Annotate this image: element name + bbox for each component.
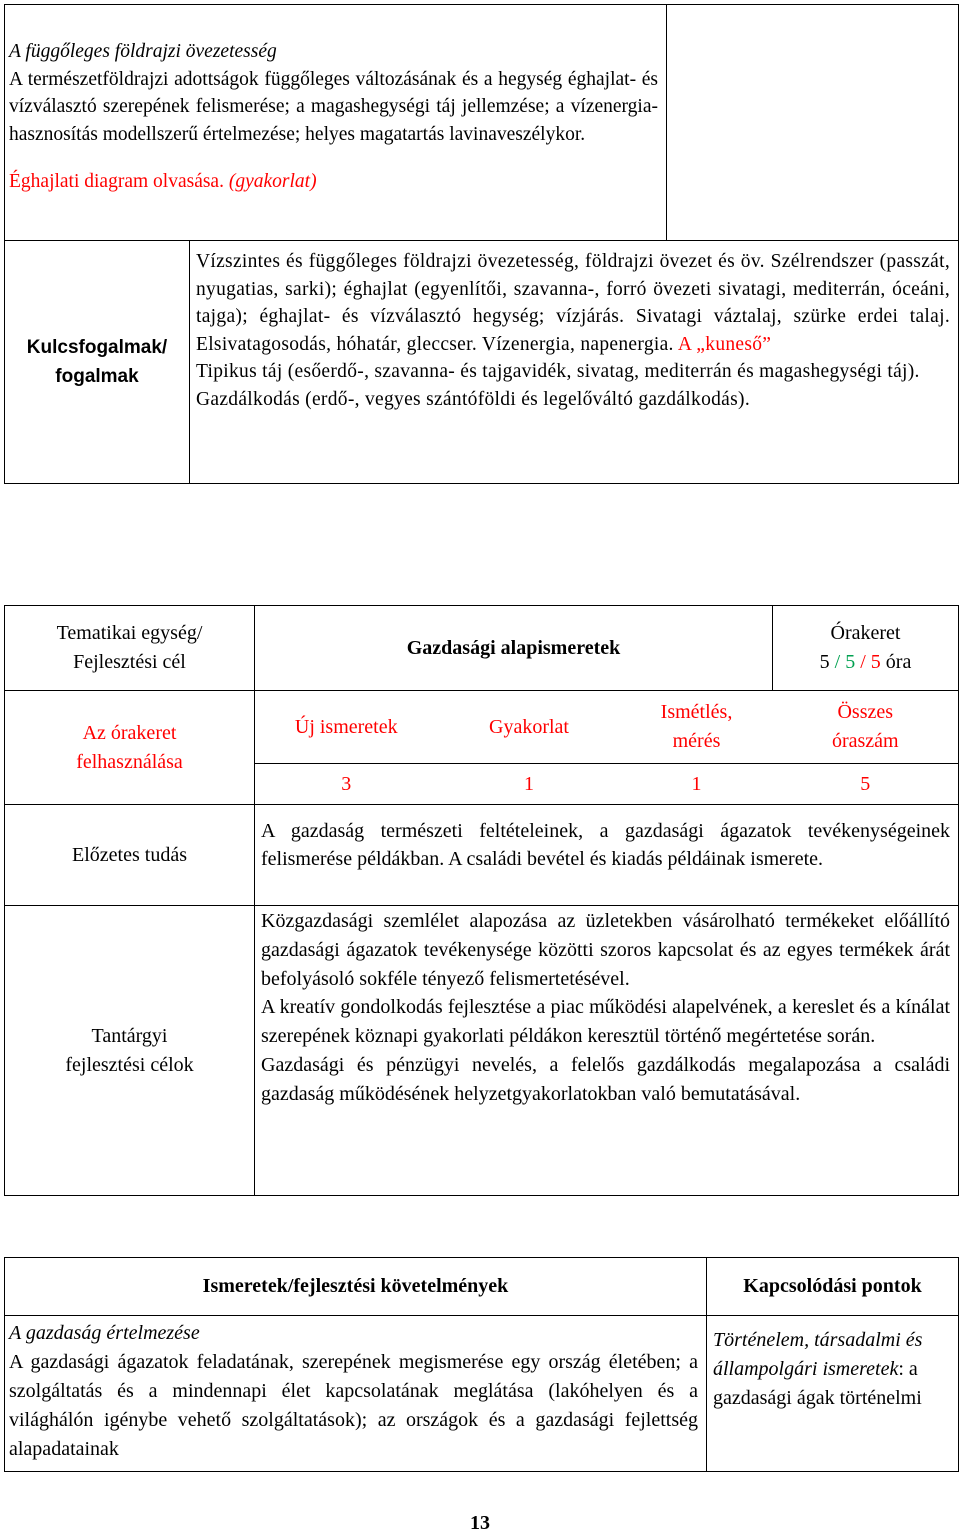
goals-paragraph-2: A kreatív gondolkodás fejlesztése a piac működési alapelvének, a kereslet és a kínálat szerepének köznapi gyakorlati példákon keresztül történő megértetése során. (261, 996, 951, 1048)
key-concepts-text (196, 248, 950, 358)
val-new: 3 (255, 764, 438, 805)
topic-description: A természetföldrajzi adottságok függőleges változásának és a hegység éghajlat- és vízválasztó szerepének felismerése; a magashegységi táj jellemzése; a vízenergia-hasznosítás modellszerű értelmezése; helyes magatartás lavinaveszélykor. (9, 68, 658, 145)
val-practice: 1 (438, 764, 621, 805)
diagram-line (9, 168, 658, 196)
diagram-note: (gyakorlat) (228, 171, 317, 192)
goals-text-cell (255, 906, 959, 1196)
col-practice: Gyakorlat (438, 691, 621, 764)
key-label-line-2: fogalmak (55, 366, 139, 387)
req-right-text: : a gazdasági ágak történelmi (713, 1358, 922, 1409)
hours-unit: óra (880, 651, 912, 673)
col-total-line-2: óraszám (831, 730, 899, 752)
usage-label-line-1: Az órakeret (82, 721, 177, 744)
hours-cell (773, 606, 959, 691)
goals-paragraph-3: Gazdasági és pénzügyi nevelés, a felelős gazdálkodás megalapozása a családi gazdaság működésének helyzetgyakorlatokban való bemutatásával. (261, 1053, 951, 1105)
hours-b: 5 (845, 651, 856, 673)
unit-label-line-2: Fejlesztési cél (73, 651, 186, 673)
page-number: 13 (470, 1512, 490, 1534)
typical-landscape: Tipikus táj (esőerdő-, szavanna- és tajgavidék, sivatag, mediterrán és magashegységi táj). (196, 361, 920, 382)
req-head-right: Kapcsolódási pontok (707, 1258, 959, 1316)
col-new: Új ismeretek (255, 691, 438, 764)
empty-cell (667, 5, 959, 241)
req-right-subject: Történelem, társadalmi és állampolgári ismeretek (713, 1329, 923, 1380)
val-review: 1 (621, 764, 773, 805)
hours-a: 5 (819, 651, 830, 673)
req-right-cell (707, 1316, 959, 1472)
hours-c: 5 (870, 651, 881, 673)
key-label-line-1: Kulcsfogalmak/ (26, 337, 168, 358)
unit-table (4, 605, 958, 1196)
col-total (773, 691, 959, 764)
key-concepts-main: Vízszintes és függőleges földrajzi övezetesség, földrajzi övezet és öv. Szélrendszer (passzát, nyugatias, sarki); éghajlat (egyenlítői, szavanna-, forró övezeti sivatagi, mediterrán, óceáni, tajga); éghajlat- és vízválasztó hegység; vízjárás. Sivatagi váztalaj, szürke erdei talaj. Elsivatagosodás, hóhatár, gleccser. Vízenergia, napenergia. (196, 251, 950, 355)
unit-label-line-1: Tematikai egység/ (56, 622, 203, 644)
key-concepts-red: A „kuneső” (677, 333, 772, 355)
topic-title: A függőleges földrajzi övezetesség (9, 41, 277, 62)
col-review-line-1: Ismétlés, (660, 701, 733, 723)
val-total: 5 (773, 764, 959, 805)
goals-paragraph-1: Közgazdasági szemlélet alapozása az üzletekben vásárolható termékeket előállító gazdasági ágazatok tevékenysége közötti szoros kapcsolat és az egyes termékek árát befolyásoló sokféle tényező felismertetésével. (261, 910, 951, 990)
goals-label-cell (5, 906, 255, 1196)
hours-label: Órakeret (830, 622, 901, 644)
col-review (621, 691, 773, 764)
top-table (4, 4, 958, 484)
req-head-left: Ismeretek/fejlesztési követelmények (5, 1258, 707, 1316)
prior-text: A gazdaság természeti feltételeinek, a gazdasági ágazatok tevékenységeinek felismerése példákban. A családi bevétel és kiadás példáinak ismerete. (255, 805, 959, 906)
usage-label-line-2: felhasználása (76, 750, 183, 773)
requirements-table (4, 1257, 958, 1472)
goals-label-line-2: fejlesztési célok (65, 1053, 194, 1076)
farming-types: Gazdálkodás (erdő-, vegyes szántóföldi és legelőváltó gazdálkodás). (196, 388, 750, 410)
col-total-line-1: Összes (837, 701, 894, 723)
col-review-line-2: mérés (672, 730, 721, 752)
unit-label-cell (5, 606, 255, 691)
diagram-text: Éghajlati diagram olvasása. (9, 171, 224, 192)
req-left-title: A gazdaság értelmezése (9, 1322, 200, 1344)
topic-cell (5, 5, 667, 241)
req-left-cell (5, 1316, 707, 1472)
hours-sep-2: / (855, 651, 871, 673)
key-concepts-cell (190, 241, 959, 484)
goals-label-line-1: Tantárgyi (91, 1024, 168, 1047)
req-left-text: A gazdasági ágazatok feladatának, szerepének megismerése egy ország életében; a szolgáltatás és a mindennapi élet kapcsolatának meglátása (lakóhelyen és a világhálón igénybe vehető szolgáltatások); az országok és a gazdasági fejlettség alapadatainak (9, 1351, 698, 1460)
hours-values (773, 648, 958, 677)
unit-title: Gazdasági alapismeretek (255, 606, 773, 691)
usage-label-cell (5, 691, 255, 805)
hours-sep-1: / (829, 651, 846, 673)
key-concepts-label (5, 241, 190, 484)
prior-label: Előzetes tudás (5, 805, 255, 906)
